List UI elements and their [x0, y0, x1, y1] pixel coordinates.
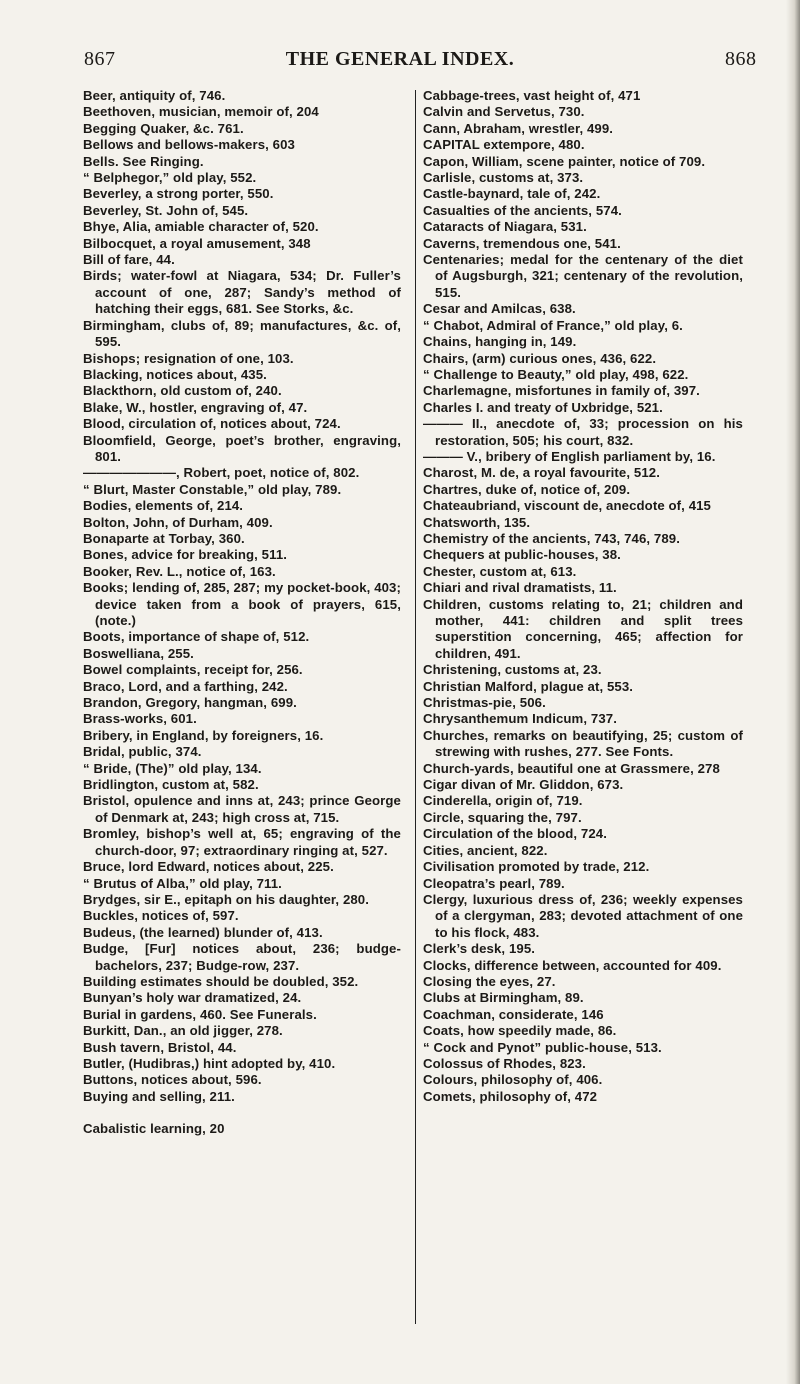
index-entry: Braco, Lord, and a farthing, 242. — [83, 678, 288, 694]
index-entry: Bhye, Alia, amiable character of, 520. — [83, 219, 319, 235]
index-entry: Bloomfield, George, poet’s brother, engraving, 801. — [83, 432, 401, 464]
index-entry: Bribery, in England, by foreigners, 16. — [83, 727, 324, 743]
index-entry: Bilbocquet, a royal amusement, 348 — [83, 235, 311, 251]
index-entry: Chartres, duke of, notice of, 209. — [423, 481, 631, 497]
index-entry: Bromley, bishop’s well at, 65; engraving of the church-door, 97; extraordinary ringing at, 527. — [83, 826, 401, 858]
index-entry: Buckles, notices of, 597. — [83, 908, 239, 924]
index-entry: Centenaries; medal for the centenary of the diet of Augsburgh, 321; centenary of the revolution, 515. — [423, 252, 743, 300]
index-entry: Cann, Abraham, wrestler, 499. — [423, 120, 614, 136]
index-entry: Booker, Rev. L., notice of, 163. — [83, 563, 276, 579]
index-entry: Capon, William, scene painter, notice of 709. — [423, 153, 706, 169]
index-entry: Coachman, considerate, 146 — [423, 1006, 604, 1022]
left-index-column — [83, 88, 401, 1138]
index-entry: Bonaparte at Torbay, 360. — [83, 530, 245, 546]
index-entry: Comets, philosophy of, 472 — [423, 1088, 598, 1104]
index-entry: Cleopatra’s pearl, 789. — [423, 875, 565, 891]
index-entry: Clergy, luxurious dress of, 236; weekly expenses of a clergyman, 283; devoted attachment of one to his flock, 483. — [423, 891, 743, 940]
index-entry: ———————, Robert, poet, notice of, 802. — [83, 465, 360, 481]
index-entry: Cigar divan of Mr. Gliddon, 673. — [423, 777, 624, 793]
index-entry: Church-yards, beautiful one at Grassmere, 278 — [423, 760, 720, 776]
index-entry: Burial in gardens, 460. See Funerals. — [83, 1006, 317, 1022]
index-entry: Bones, advice for breaking, 511. — [83, 547, 288, 563]
index-entry: Churches, remarks on beautifying, 25; custom of strewing with rushes, 277. See Fonts. — [423, 727, 743, 760]
index-entry: “ Belphegor,” old play, 552. — [83, 170, 257, 186]
right-index-column — [423, 88, 743, 1105]
index-entry: Blacking, notices about, 435. — [83, 366, 267, 382]
index-entry: Butler, (Hudibras,) hint adopted by, 410. — [83, 1055, 336, 1071]
index-entry: Children, customs relating to, 21; children and mother, 441: children and split trees superstition concerning, 465; affection for children, 491. — [423, 596, 743, 661]
index-entry: Charles I. and treaty of Uxbridge, 521. — [423, 399, 663, 415]
index-entry: Budeus, (the learned) blunder of, 413. — [83, 924, 323, 940]
index-entry: Charlemagne, misfortunes in family of, 397. — [423, 383, 700, 399]
running-header — [0, 48, 800, 78]
index-entry: Charost, M. de, a royal favourite, 512. — [423, 465, 660, 481]
index-entry: “ Brutus of Alba,” old play, 711. — [83, 875, 282, 891]
index-entry: Caverns, tremendous one, 541. — [423, 235, 621, 251]
index-entry: Cabalistic learning, 20 — [83, 1121, 225, 1137]
index-entry: “ Challenge to Beauty,” old play, 498, 622. — [423, 366, 689, 382]
index-entry: Clerk’s desk, 195. — [423, 941, 536, 957]
index-entry: Chemistry of the ancients, 743, 746, 789. — [423, 530, 680, 546]
index-entry: Birds; water-fowl at Niagara, 534; Dr. Fuller’s account of one, 287; Sandy’s method of hatching their eggs, 681. See Storks, &c. — [83, 268, 401, 317]
index-entry: Bristol, opulence and inns at, 243; prince George of Denmark at, 243; high cross at, 715. — [83, 793, 401, 825]
index-entry: “ Blurt, Master Constable,” old play, 789. — [83, 481, 342, 497]
index-entry: Chatsworth, 135. — [423, 514, 531, 530]
index-entry: Castle-baynard, tale of, 242. — [423, 186, 601, 202]
index-entry: Building estimates should be doubled, 352. — [83, 973, 359, 989]
index-entry: Christmas-pie, 506. — [423, 695, 546, 711]
index-entry: CAPITAL extempore, 480. — [423, 137, 585, 153]
index-entry: Clubs at Birmingham, 89. — [423, 990, 584, 1006]
index-entry: Bishops; resignation of one, 103. — [83, 350, 294, 366]
index-entry: Chequers at public-houses, 38. — [423, 547, 621, 563]
section-gap — [83, 1105, 401, 1121]
index-entry: Colossus of Rhodes, 823. — [423, 1055, 586, 1071]
index-entry: Bunyan’s holy war dramatized, 24. — [83, 990, 302, 1006]
page-number-left: 867 — [84, 48, 116, 70]
index-entry: Chrysanthemum Indicum, 737. — [423, 711, 617, 727]
index-entry: Boswelliana, 255. — [83, 645, 194, 661]
column-divider — [415, 90, 416, 1324]
index-entry: Bolton, John, of Durham, 409. — [83, 514, 273, 530]
index-entry: Beethoven, musician, memoir of, 204 — [83, 104, 319, 120]
index-entry: Calvin and Servetus, 730. — [423, 104, 585, 120]
index-entry: Beer, antiquity of, 746. — [83, 88, 226, 103]
index-entry: Blackthorn, old custom of, 240. — [83, 383, 282, 399]
index-entry: Bush tavern, Bristol, 44. — [83, 1039, 237, 1055]
index-entry: “ Bride, (The)” old play, 134. — [83, 760, 262, 776]
page-edge — [786, 0, 800, 1384]
index-entry: Coats, how speedily made, 86. — [423, 1023, 617, 1039]
index-entry: Birmingham, clubs of, 89; manufactures, &c. of, 595. — [83, 317, 401, 350]
index-entry: Chateaubriand, viscount de, anecdote of, 415 — [423, 498, 711, 514]
index-entry: Colours, philosophy of, 406. — [423, 1072, 603, 1088]
index-entry: Civilisation promoted by trade, 212. — [423, 859, 650, 875]
index-entry: Christian Malford, plague at, 553. — [423, 678, 634, 694]
index-entry: Brass-works, 601. — [83, 711, 197, 727]
index-entry: Brydges, sir E., epitaph on his daughter, 280. — [83, 891, 370, 907]
index-entry: Circle, squaring the, 797. — [423, 809, 582, 825]
index-entry: Blake, W., hostler, engraving of, 47. — [83, 399, 308, 415]
index-entry: Cabbage-trees, vast height of, 471 — [423, 88, 641, 103]
index-entry: Bridlington, custom at, 582. — [83, 777, 259, 793]
index-entry: Buttons, notices about, 596. — [83, 1072, 262, 1088]
index-entry: Buying and selling, 211. — [83, 1088, 235, 1104]
index-entry: Bells. See Ringing. — [83, 153, 204, 169]
index-entry: Closing the eyes, 27. — [423, 973, 556, 989]
index-entry: Circulation of the blood, 724. — [423, 826, 607, 842]
index-entry: Budge, [Fur] notices about, 236; budge-bachelors, 237; Budge-row, 237. — [83, 941, 401, 973]
index-entry: Bodies, elements of, 214. — [83, 498, 244, 514]
index-entry: Chiari and rival dramatists, 11. — [423, 580, 617, 596]
index-entry: Bridal, public, 374. — [83, 744, 202, 760]
index-entry: “ Cock and Pynot” public-house, 513. — [423, 1039, 662, 1055]
index-entry: Bruce, lord Edward, notices about, 225. — [83, 859, 334, 875]
index-entry: Cities, ancient, 822. — [423, 842, 548, 858]
index-entry: Blood, circulation of, notices about, 724. — [83, 416, 341, 432]
index-entry: Cinderella, origin of, 719. — [423, 793, 583, 809]
index-entry: Christening, customs at, 23. — [423, 662, 602, 678]
index-entry: Cesar and Amilcas, 638. — [423, 301, 576, 317]
index-entry: ——— V., bribery of English parliament by, 16. — [423, 448, 716, 464]
index-entry: Books; lending of, 285, 287; my pocket-book, 403; device taken from a book of prayers, 615, (note.) — [83, 580, 401, 628]
index-entry: Burkitt, Dan., an old jigger, 278. — [83, 1023, 283, 1039]
index-entry: Begging Quaker, &c. 761. — [83, 120, 244, 136]
header-title: THE GENERAL INDEX. — [285, 48, 515, 70]
index-entry: ——— II., anecdote of, 33; procession on his restoration, 505; his court, 832. — [423, 416, 743, 448]
index-entry: Chester, custom at, 613. — [423, 563, 577, 579]
index-entry: Clocks, difference between, accounted for 409. — [423, 957, 722, 973]
index-entry: Beverley, St. John of, 545. — [83, 202, 249, 218]
index-entry: Casualties of the ancients, 574. — [423, 202, 622, 218]
index-entry: Boots, importance of shape of, 512. — [83, 629, 310, 645]
index-entry: Carlisle, customs at, 373. — [423, 170, 584, 186]
index-entry: Cataracts of Niagara, 531. — [423, 219, 587, 235]
index-entry: “ Chabot, Admiral of France,” old play, 6. — [423, 317, 683, 333]
index-entry: Beverley, a strong porter, 550. — [83, 186, 274, 202]
index-entry: Brandon, Gregory, hangman, 699. — [83, 695, 297, 711]
index-entry: Chains, hanging in, 149. — [423, 334, 577, 350]
page-number-right: 868 — [725, 48, 757, 70]
index-entry: Bill of fare, 44. — [83, 252, 175, 268]
index-entry: Bowel complaints, receipt for, 256. — [83, 662, 303, 678]
index-entry: Chairs, (arm) curious ones, 436, 622. — [423, 350, 657, 366]
index-entry: Bellows and bellows-makers, 603 — [83, 137, 295, 153]
